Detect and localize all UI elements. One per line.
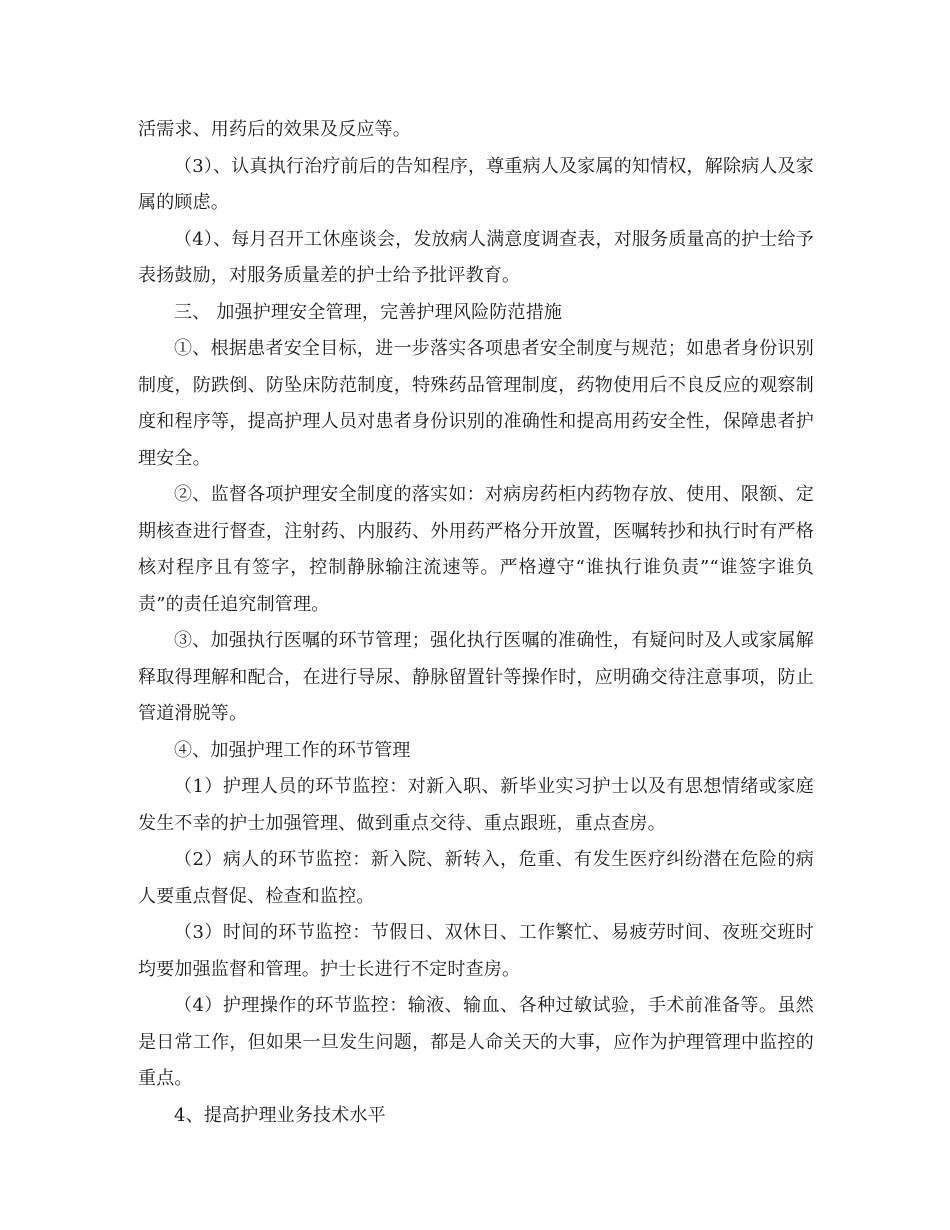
section-heading-4: 4、提高护理业务技术水平 [174,1104,386,1126]
paragraph-monitor-staff: （1）护理人员的环节监控：对新入职、新毕业实习护士以及有思想情绪或家庭发生不幸的护士加强管理、做到重点交待、重点跟班，重点查房。 [138,776,814,834]
paragraph-item-3: （3）、认真执行治疗前后的告知程序，尊重病人及家属的知情权，解除病人及家属的顾虑。 [138,155,814,213]
paragraph-circled-4: ④、加强护理工作的环节管理 [174,739,411,761]
paragraph-monitor-operation: （4）护理操作的环节监控：输液、输血、各种过敏试验，手术前准备等。虽然是日常工作，但如果一旦发生问题，都是人命关天的大事，应作为护理管理中监控的重点。 [138,995,814,1089]
paragraph-monitor-patient: （2）病人的环节监控：新入院、新转入，危重、有发生医疗纠纷潜在危险的病人要重点督促、检查和监控。 [138,849,814,907]
section-heading-3: 三、 加强护理安全管理，完善护理风险防范措施 [174,301,563,323]
paragraph-continuation: 活需求、用药后的效果及反应等。 [138,119,411,140]
paragraph-item-4: （4）、每月召开工休座谈会，发放病人满意度调查表，对服务质量高的护士给予表扬鼓励，对服务质量差的护士给予批评教育。 [138,228,814,286]
paragraph-circled-3: ③、加强执行医嘱的环节管理；强化执行医嘱的准确性，有疑问时及人或家属解释取得理解和配合，在进行导尿、静脉留置针等操作时，应明确交待注意事项，防止管道滑脱等。 [138,630,814,724]
paragraph-monitor-time: （3）时间的环节监控：节假日、双休日、工作繁忙、易疲劳时间、夜班交班时均要加强监督和管理。护士长进行不定时查房。 [138,922,814,980]
paragraph-circled-2: ②、监督各项护理安全制度的落实如：对病房药柜内药物存放、使用、限额、定期核查进行督查，注射药、内服药、外用药严格分开放置，医嘱转抄和执行时有严格核对程序且有签字，控制静脉输注流速等。严格遵守“谁执行谁负责”“谁签字谁负责”的责任追究制管理。 [138,484,814,615]
document-body [138,112,814,1134]
paragraph-circled-1: ①、根据患者安全目标，进一步落实各项患者安全制度与规范；如患者身份识别制度，防跌倒、防坠床防范制度，特殊药品管理制度，药物使用后不良反应的观察制度和程序等，提高护理人员对患者身份识别的准确性和提高用药安全性，保障患者护理安全。 [138,338,814,469]
